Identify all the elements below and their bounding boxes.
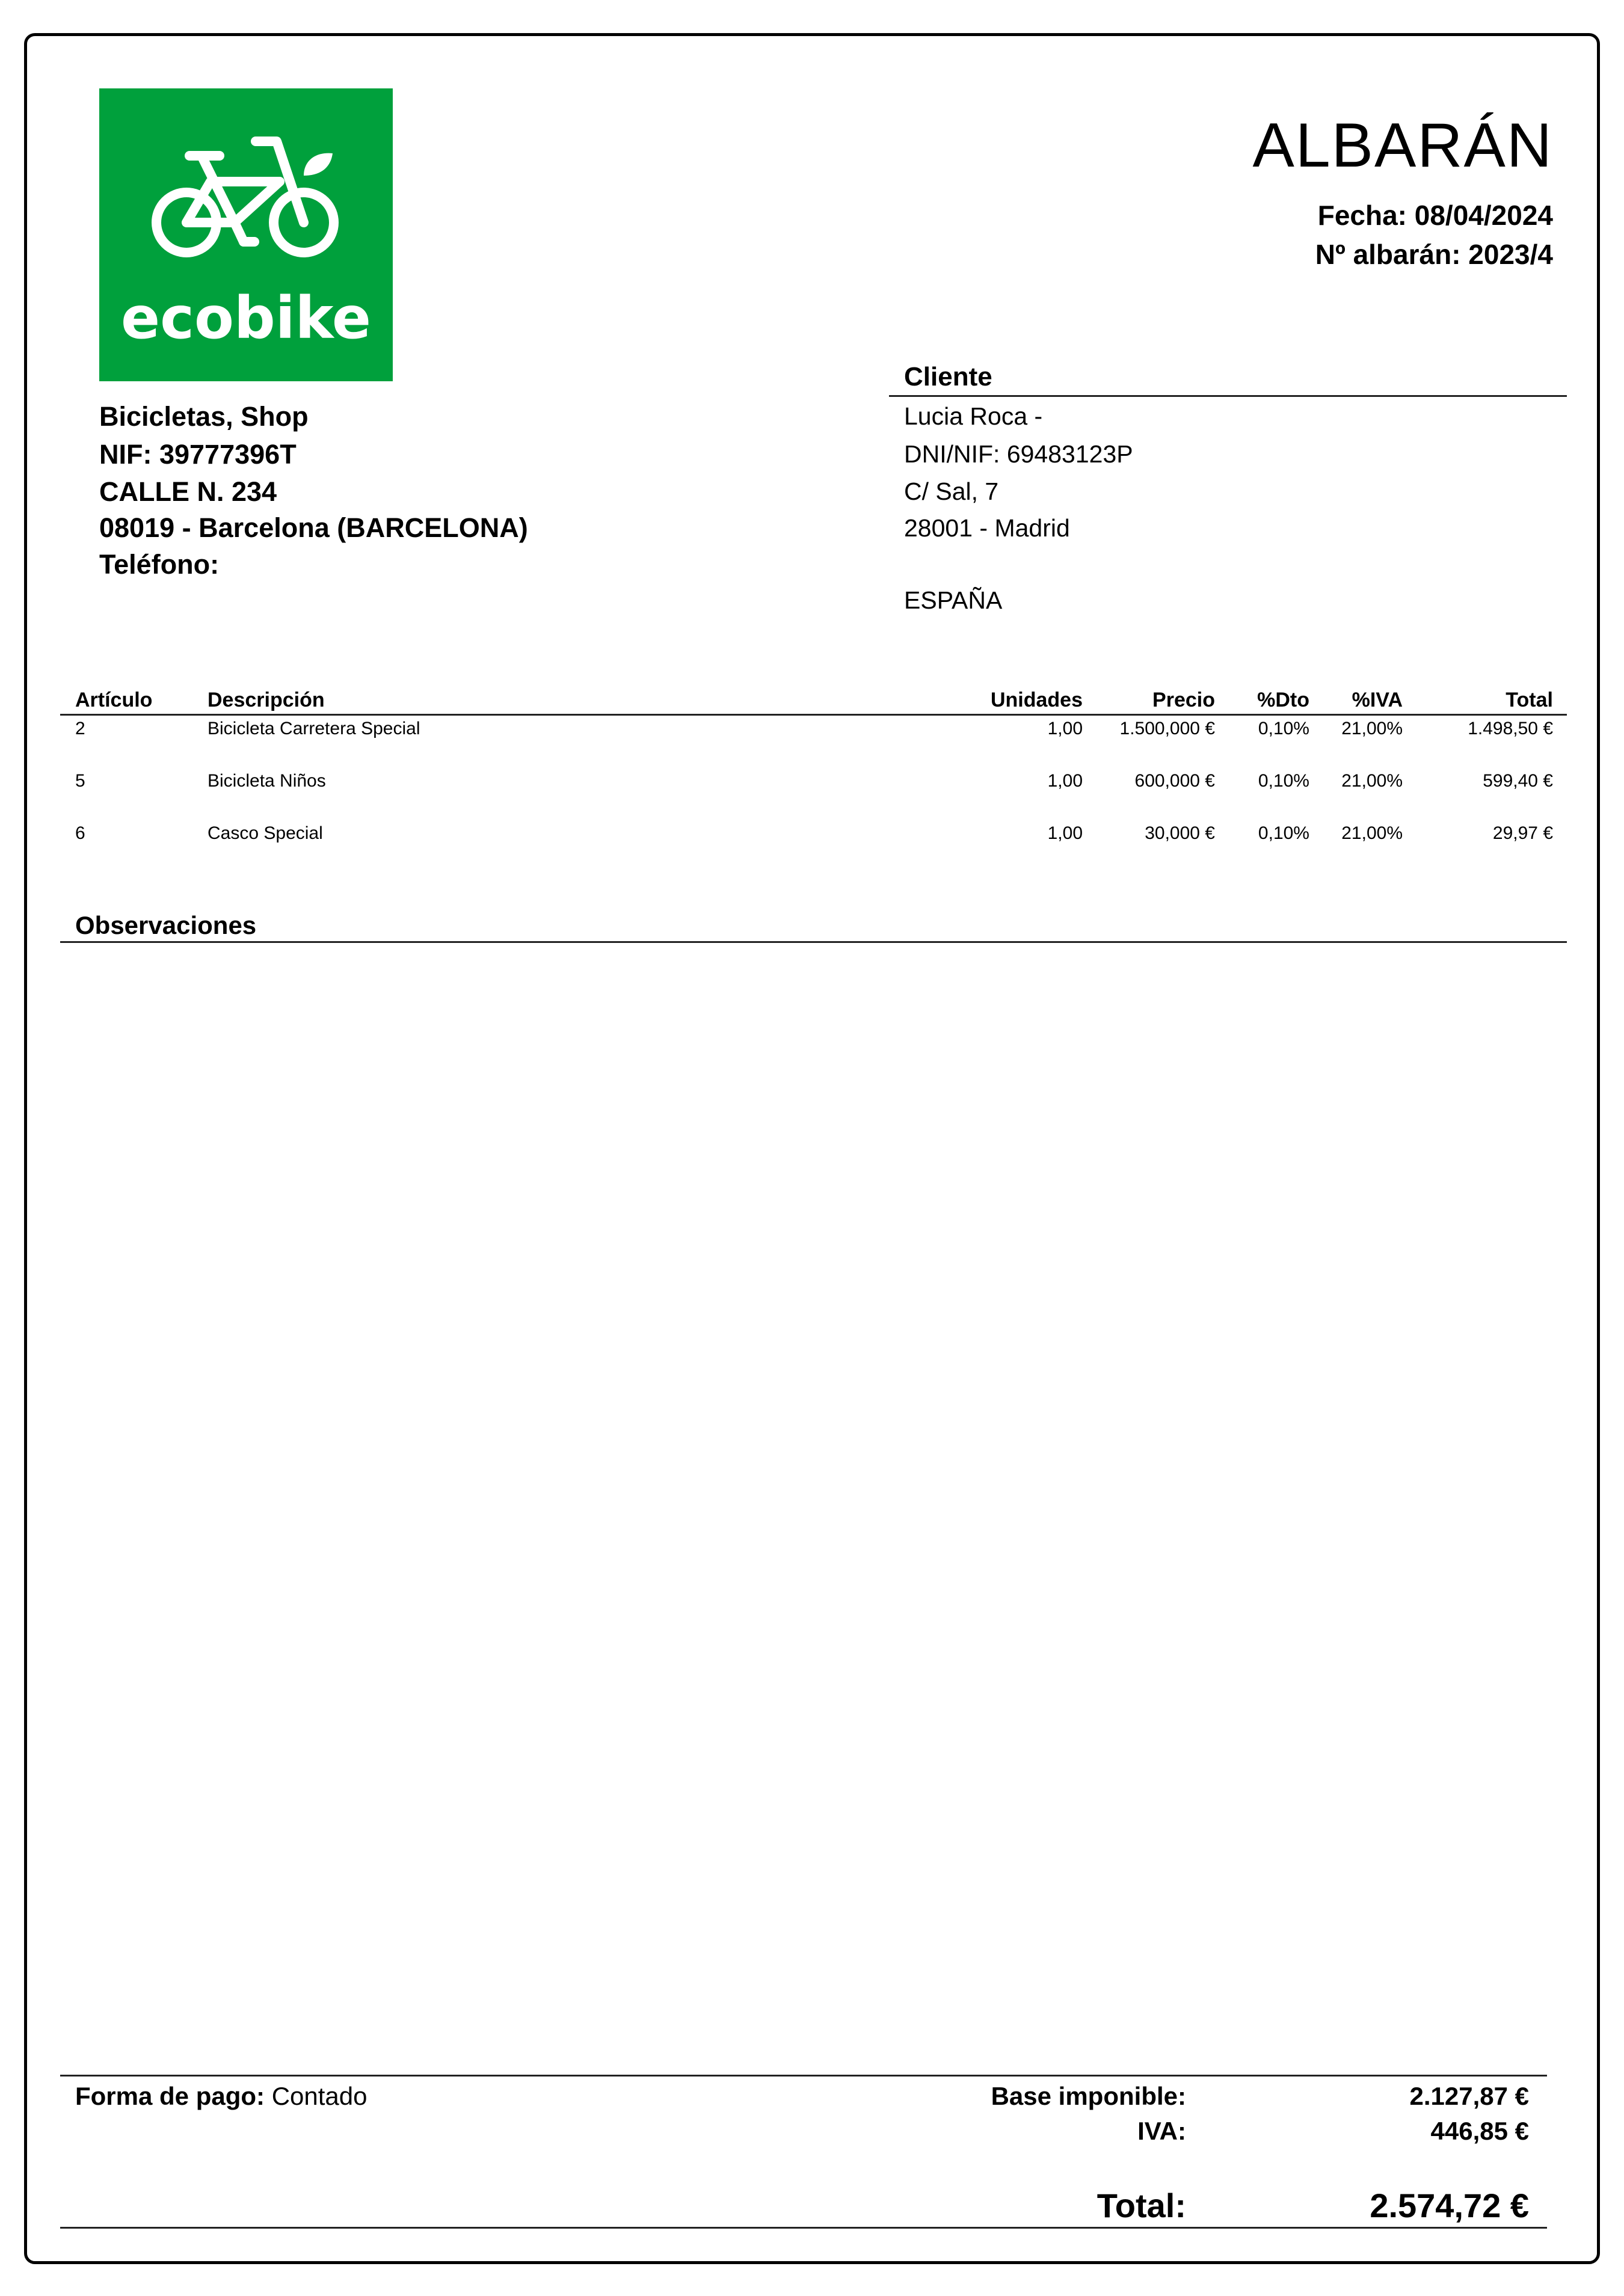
cell-description: Casco Special	[208, 823, 323, 843]
company-nif: NIF: 39777396T	[99, 439, 297, 470]
vat-value: 446,85 €	[1430, 2117, 1529, 2145]
base-label: Base imponible:	[991, 2082, 1186, 2110]
cell-units: 1,00	[1047, 771, 1083, 791]
vat-label: IVA:	[1137, 2117, 1186, 2145]
col-header-units: Unidades	[990, 689, 1083, 711]
document-title: ALBARÁN	[1252, 111, 1553, 180]
cell-article: 2	[75, 719, 85, 738]
client-address: C/ Sal, 7	[904, 477, 999, 505]
cell-total: 599,40 €	[1483, 771, 1553, 791]
observations-heading: Observaciones	[75, 911, 257, 939]
col-header-description: Descripción	[208, 689, 325, 711]
col-header-vat: %IVA	[1352, 689, 1403, 711]
cell-price: 1.500,000 €	[1119, 719, 1215, 738]
col-header-price: Precio	[1152, 689, 1215, 711]
cell-units: 1,00	[1047, 719, 1083, 738]
client-divider	[889, 395, 1567, 397]
cell-price: 30,000 €	[1145, 823, 1215, 843]
cell-vat: 21,00%	[1341, 719, 1403, 738]
cell-discount: 0,10%	[1258, 823, 1309, 843]
totals-bottom-divider	[60, 2227, 1547, 2229]
totals-top-divider	[60, 2075, 1547, 2077]
cell-price: 600,000 €	[1134, 771, 1215, 791]
bicycle-icon	[99, 88, 393, 381]
cell-discount: 0,10%	[1258, 719, 1309, 738]
cell-discount: 0,10%	[1258, 771, 1309, 791]
client-heading: Cliente	[904, 362, 992, 391]
client-name: Lucia Roca -	[904, 402, 1043, 430]
cell-vat: 21,00%	[1341, 771, 1403, 791]
company-address: CALLE N. 234	[99, 476, 277, 507]
col-header-total: Total	[1506, 689, 1553, 711]
payment-value: Contado	[265, 2082, 368, 2110]
client-city: 28001 - Madrid	[904, 514, 1070, 542]
company-phone: Teléfono:	[99, 549, 220, 580]
cell-article: 5	[75, 771, 85, 791]
cell-description: Bicicleta Carretera Special	[208, 719, 420, 738]
document-number: Nº albarán: 2023/4	[1315, 239, 1553, 270]
logo-wordmark: ecobike	[121, 284, 371, 352]
cell-units: 1,00	[1047, 823, 1083, 843]
company-name: Bicicletas, Shop	[99, 401, 309, 432]
document-date: Fecha: 08/04/2024	[1317, 200, 1553, 231]
total-label: Total:	[1097, 2187, 1186, 2224]
col-header-article: Artículo	[75, 689, 153, 711]
payment-label: Forma de pago:	[75, 2082, 265, 2110]
cell-description: Bicicleta Niños	[208, 771, 326, 791]
table-header-divider	[60, 714, 1567, 716]
client-id: DNI/NIF: 69483123P	[904, 440, 1133, 468]
cell-vat: 21,00%	[1341, 823, 1403, 843]
ecobike-logo	[99, 88, 393, 381]
observations-divider	[60, 941, 1567, 943]
client-country: ESPAÑA	[904, 586, 1003, 614]
total-value: 2.574,72 €	[1370, 2187, 1529, 2224]
company-city: 08019 - Barcelona (BARCELONA)	[99, 512, 528, 543]
cell-total: 29,97 €	[1492, 823, 1553, 843]
payment-method	[75, 2084, 368, 2109]
cell-article: 6	[75, 823, 85, 843]
base-value: 2.127,87 €	[1409, 2082, 1529, 2110]
col-header-discount: %Dto	[1257, 689, 1309, 711]
cell-total: 1.498,50 €	[1468, 719, 1553, 738]
